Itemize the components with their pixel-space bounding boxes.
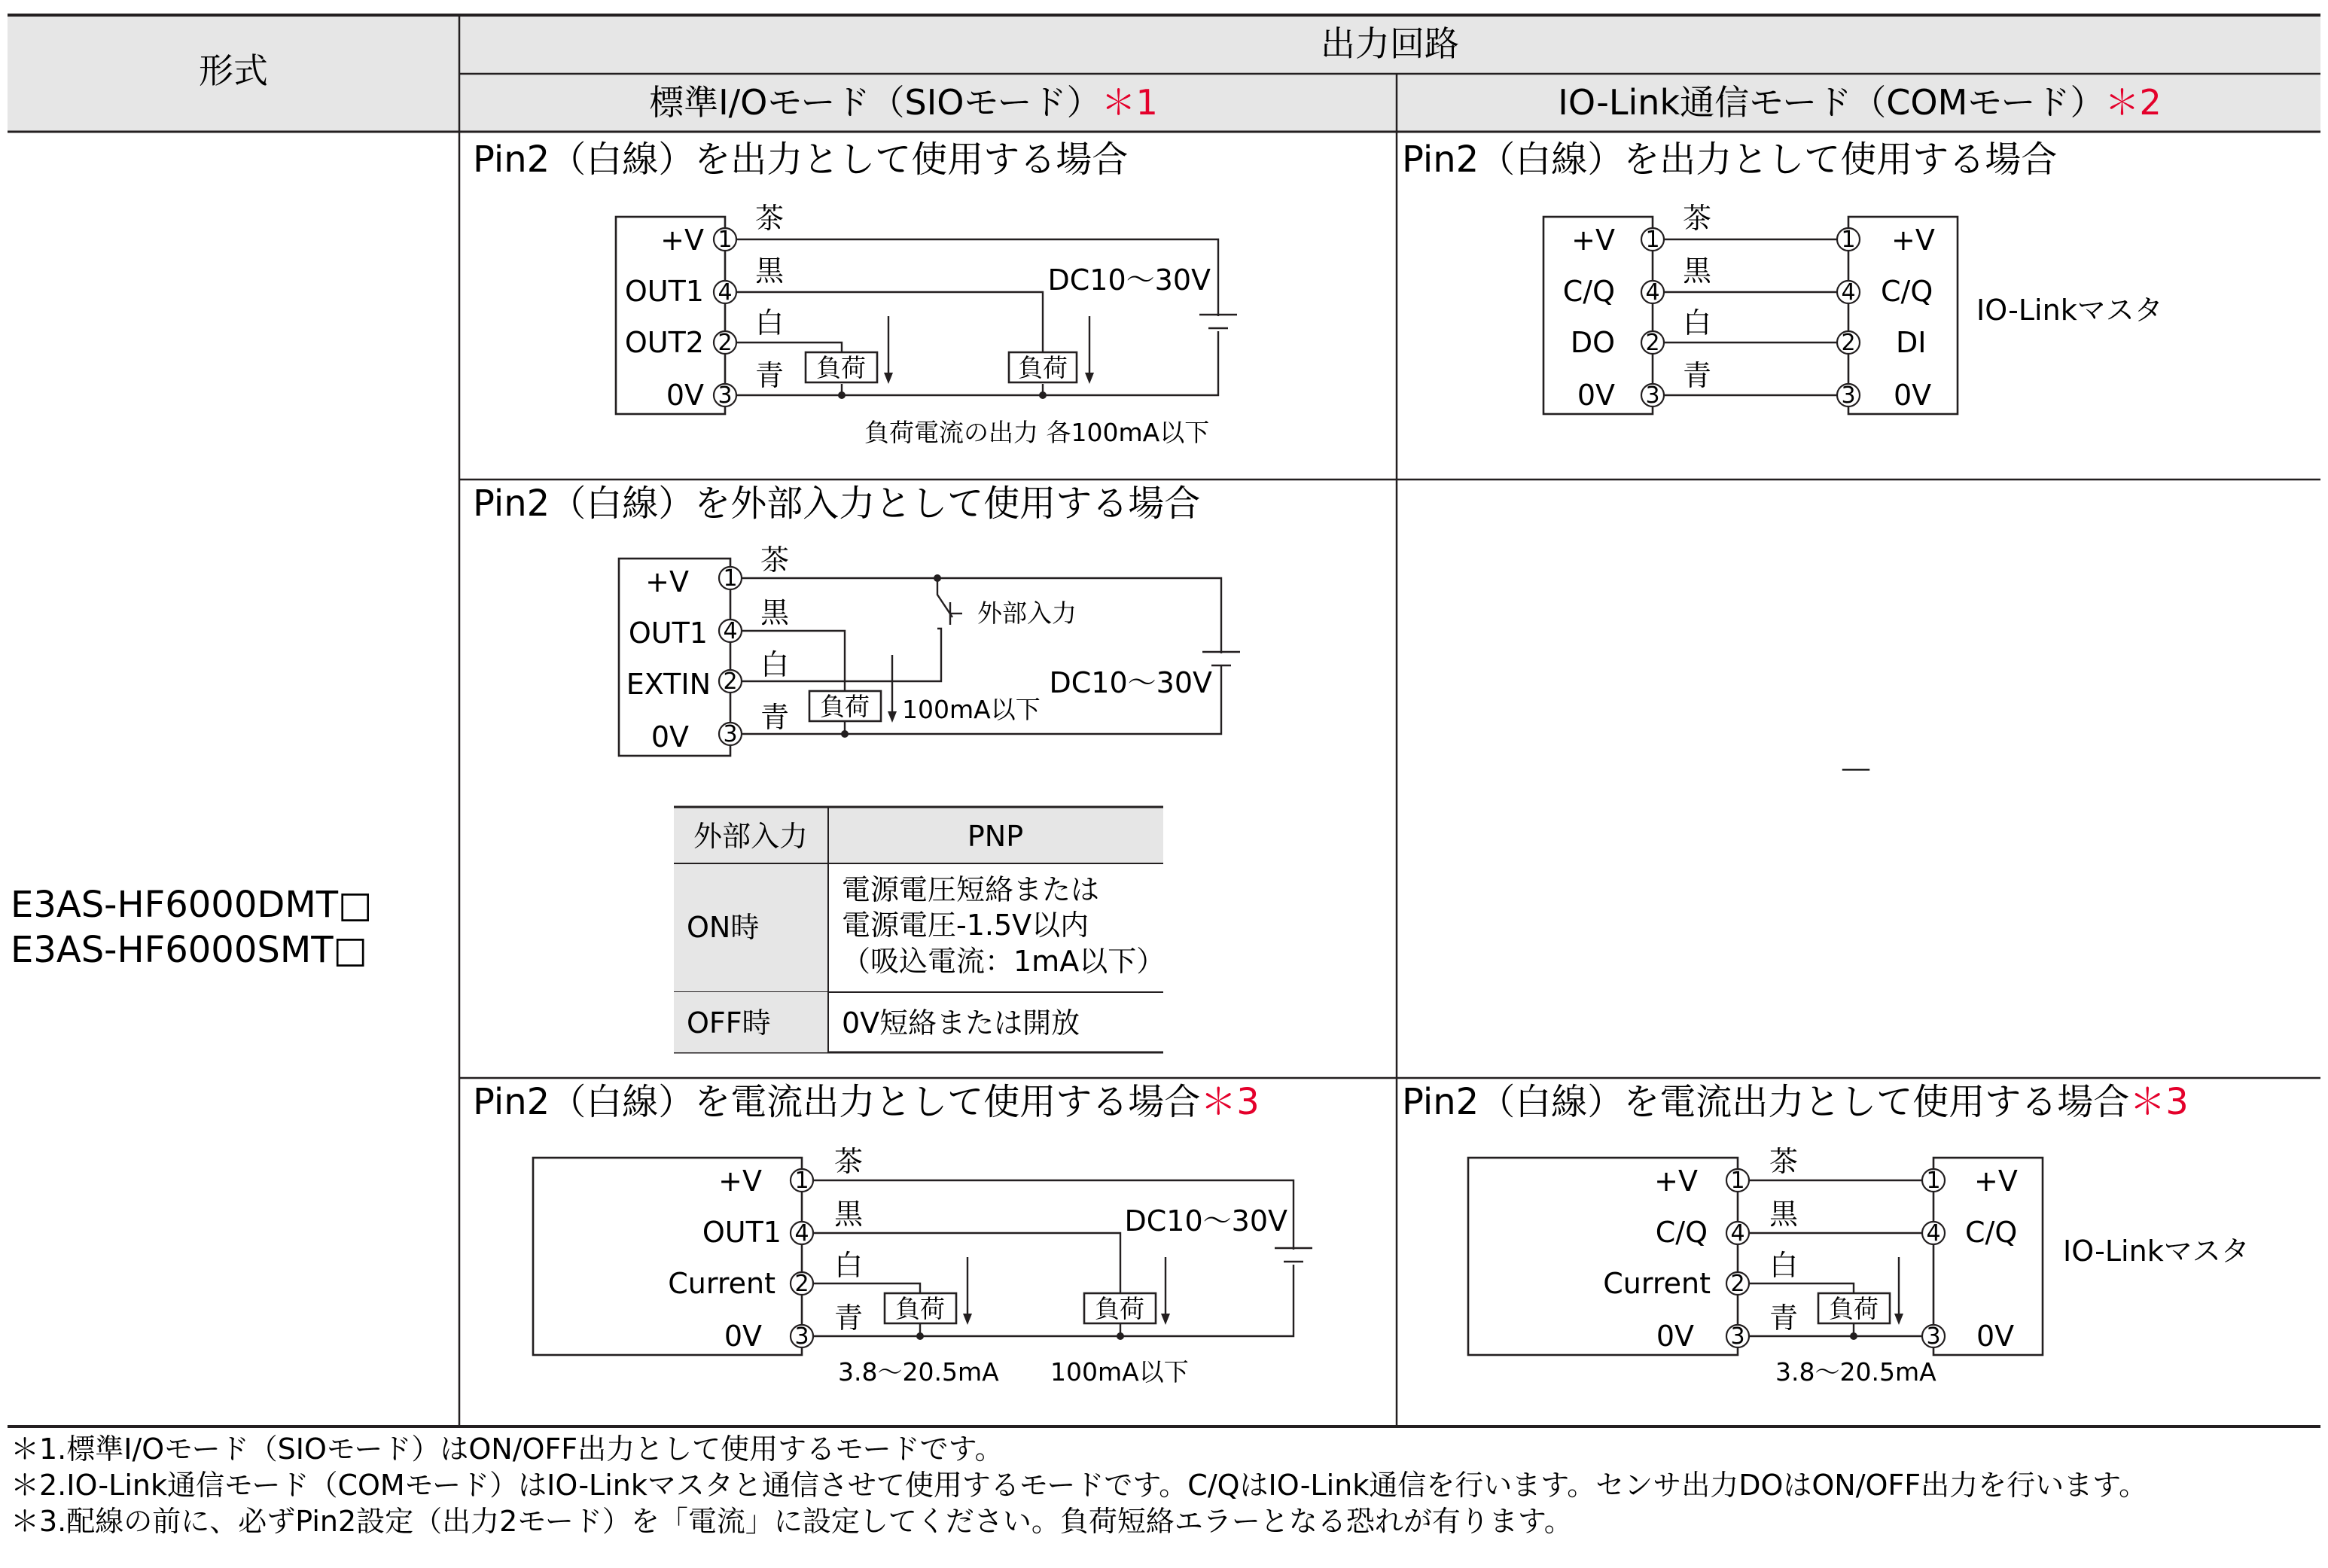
svg-text:C/Q: C/Q [1655, 1216, 1708, 1249]
current-label: 100mA以下 [902, 695, 1041, 724]
svg-text:0V: 0V [724, 1320, 762, 1353]
svg-text:Current: Current [1603, 1267, 1711, 1300]
svg-text:4: 4 [1841, 279, 1856, 306]
table-row-on: ON時 [687, 911, 760, 944]
svg-text:2: 2 [718, 330, 733, 356]
svg-text:DC10～30V: DC10～30V [1049, 666, 1212, 699]
svg-text:4: 4 [1730, 1220, 1745, 1247]
color-black: 黒 [755, 254, 785, 288]
header-model: 形式 [199, 50, 268, 91]
footnote-ref-1: ＊1 [1101, 82, 1158, 123]
model-name-1: E3AS-HF6000DMT□ [11, 884, 373, 926]
svg-text:0V: 0V [651, 720, 689, 754]
svg-text:3: 3 [718, 382, 733, 409]
header-sio-mode: 標準I/Oモード（SIOモード）＊1 [649, 82, 1158, 123]
header-output-circuit: 出力回路 [1321, 23, 1459, 64]
svg-text:C/Q: C/Q [1562, 275, 1615, 308]
svg-text:2: 2 [1841, 330, 1856, 356]
svg-text:黒: 黒 [1683, 254, 1712, 288]
color-white: 白 [755, 306, 785, 339]
svg-text:1: 1 [794, 1168, 809, 1194]
svg-text:2: 2 [794, 1271, 809, 1297]
svg-text:茶: 茶 [834, 1145, 864, 1178]
section1-sio-diagram [473, 139, 1237, 447]
svg-text:2: 2 [1645, 330, 1660, 356]
svg-text:Current: Current [668, 1267, 775, 1300]
svg-text:白: 白 [1769, 1249, 1799, 1282]
svg-text:4: 4 [1645, 279, 1660, 306]
svg-text:4: 4 [718, 279, 733, 306]
external-input-table [674, 807, 1165, 1052]
section1-com-diagram [1402, 139, 2163, 414]
terminal-plus-v: +V [660, 224, 704, 257]
svg-text:3: 3 [723, 721, 738, 747]
svg-text:1: 1 [1841, 227, 1856, 253]
svg-text:0V: 0V [1577, 379, 1615, 412]
load-label: 負荷 [1018, 353, 1068, 382]
svg-text:0V: 0V [1894, 379, 1932, 412]
model-name-2: E3AS-HF6000SMT□ [11, 929, 367, 971]
svg-text:2: 2 [1730, 1271, 1745, 1297]
svg-text:OUT1: OUT1 [702, 1216, 782, 1249]
current-max: 100mA以下 [1050, 1357, 1189, 1387]
svg-text:+V: +V [1891, 224, 1935, 257]
svg-text:+V: +V [1654, 1165, 1698, 1198]
svg-text:DC10～30V: DC10～30V [1124, 1204, 1287, 1238]
svg-text:青: 青 [1683, 359, 1712, 392]
svg-text:+V: +V [645, 565, 689, 598]
svg-text:負荷: 負荷 [1095, 1294, 1144, 1323]
footnotes [11, 1433, 2147, 1538]
svg-text:4: 4 [1926, 1220, 1941, 1247]
section2-com-dash: － [1837, 750, 1875, 792]
supply-voltage: DC10～30V [1047, 263, 1211, 297]
svg-text:DI: DI [1896, 326, 1927, 359]
external-input-label: 外部入力 [977, 598, 1077, 628]
svg-text:負荷: 負荷 [1829, 1294, 1879, 1323]
svg-text:DO: DO [1570, 326, 1615, 359]
svg-text:0V: 0V [1656, 1320, 1694, 1353]
svg-text:OUT1: OUT1 [628, 617, 708, 650]
svg-text:1: 1 [718, 227, 733, 253]
svg-text:IO-Linkマスタ: IO-Linkマスタ [2063, 1235, 2250, 1268]
svg-text:3: 3 [1730, 1323, 1745, 1350]
svg-text:白: 白 [1683, 306, 1712, 339]
svg-text:4: 4 [723, 618, 738, 644]
io-link-master-label: IO-Linkマスタ [1976, 294, 2163, 327]
svg-text:1: 1 [1926, 1168, 1941, 1194]
svg-text:茶: 茶 [760, 543, 790, 577]
svg-text:茶: 茶 [1683, 202, 1712, 235]
section1-com-title: Pin2（白線）を出力として使用する場合 [1402, 139, 2058, 181]
terminal-out2: OUT2 [624, 326, 704, 359]
svg-text:4: 4 [794, 1220, 809, 1247]
svg-text:（吸込電流：1mA以下）: （吸込電流：1mA以下） [842, 945, 1166, 978]
svg-text:1: 1 [1730, 1168, 1745, 1194]
svg-text:青: 青 [1769, 1302, 1799, 1335]
svg-text:電源電圧短絡または: 電源電圧短絡または [842, 873, 1100, 906]
footnote-ref-3: ＊3 [1200, 1081, 1260, 1123]
section3-com-title: Pin2（白線）を電流出力として使用する場合＊3 [1402, 1081, 2189, 1123]
wire-brown [730, 578, 1221, 653]
svg-text:3: 3 [794, 1323, 809, 1350]
terminal-out1: OUT1 [624, 275, 704, 308]
svg-text:+V: +V [1571, 224, 1615, 257]
svg-text:C/Q: C/Q [1881, 275, 1933, 308]
load-current-note: 負荷電流の出力 各100mA以下 [864, 418, 1210, 447]
svg-text:1: 1 [723, 565, 738, 592]
svg-text:2: 2 [723, 668, 738, 695]
footnote-3: ＊3.配線の前に、必ずPin2設定（出力2モード）を「電流」に設定してください。負荷短絡エラーとなる恐れが有ります。 [11, 1505, 1573, 1538]
svg-text:0V短絡または開放: 0V短絡または開放 [842, 1006, 1080, 1040]
header-com-mode: IO-Link通信モード（COMモード）＊2 [1558, 82, 2162, 123]
footnote-1: ＊1.標準I/Oモード（SIOモード）はON/OFF出力として使用するモードです。 [11, 1433, 1004, 1466]
load-label: 負荷 [816, 353, 866, 382]
svg-text:1: 1 [1645, 227, 1660, 253]
section3-sio-title: Pin2（白線）を電流出力として使用する場合＊3 [473, 1081, 1260, 1123]
svg-text:黒: 黒 [834, 1198, 864, 1231]
svg-text:+V: +V [1974, 1165, 2018, 1198]
wire-blue [802, 1265, 1294, 1336]
svg-text:黒: 黒 [760, 596, 790, 629]
svg-text:3.8～20.5mA: 3.8～20.5mA [1775, 1357, 1936, 1387]
table-row-off: OFF時 [687, 1006, 771, 1040]
section3-sio-diagram [473, 1081, 1312, 1387]
current-range: 3.8～20.5mA [838, 1357, 999, 1387]
color-blue: 青 [755, 359, 785, 392]
svg-text:+V: +V [718, 1165, 762, 1198]
svg-text:3: 3 [1926, 1323, 1941, 1350]
svg-text:負荷: 負荷 [895, 1294, 945, 1323]
svg-text:3: 3 [1841, 382, 1856, 409]
svg-text:白: 白 [760, 648, 790, 681]
svg-text:青: 青 [834, 1302, 864, 1335]
svg-text:0V: 0V [1976, 1320, 2015, 1353]
section1-sio-title: Pin2（白線）を出力として使用する場合 [473, 139, 1129, 181]
svg-text:青: 青 [760, 701, 790, 734]
svg-text:負荷: 負荷 [820, 692, 870, 721]
section3-com-diagram [1402, 1081, 2250, 1387]
terminal-0v: 0V [666, 379, 704, 412]
wire-blue [725, 331, 1218, 395]
footnote-ref-2: ＊2 [2104, 82, 2162, 123]
section2-sio-title: Pin2（白線）を外部入力として使用する場合 [473, 483, 1201, 525]
table-head-ext-input: 外部入力 [693, 820, 809, 853]
svg-text:黒: 黒 [1769, 1198, 1799, 1231]
svg-text:C/Q: C/Q [1965, 1216, 2018, 1249]
svg-text:3: 3 [1645, 382, 1660, 409]
section2-sio-diagram [473, 483, 1240, 756]
footnote-2: ＊2.IO-Link通信モード（COMモード）はIO-Linkマスタと通信させて使用するモードです。C/QはIO-Link通信を行います。センサ出力DOはON/OFF出力を行います。 [11, 1469, 2148, 1502]
svg-text:電源電圧-1.5V以内: 電源電圧-1.5V以内 [842, 909, 1089, 942]
svg-text:茶: 茶 [1769, 1145, 1799, 1178]
svg-text:EXTIN: EXTIN [626, 668, 711, 701]
table-head-pnp: PNP [967, 820, 1024, 853]
svg-text:白: 白 [834, 1249, 864, 1282]
color-brown: 茶 [755, 202, 785, 235]
